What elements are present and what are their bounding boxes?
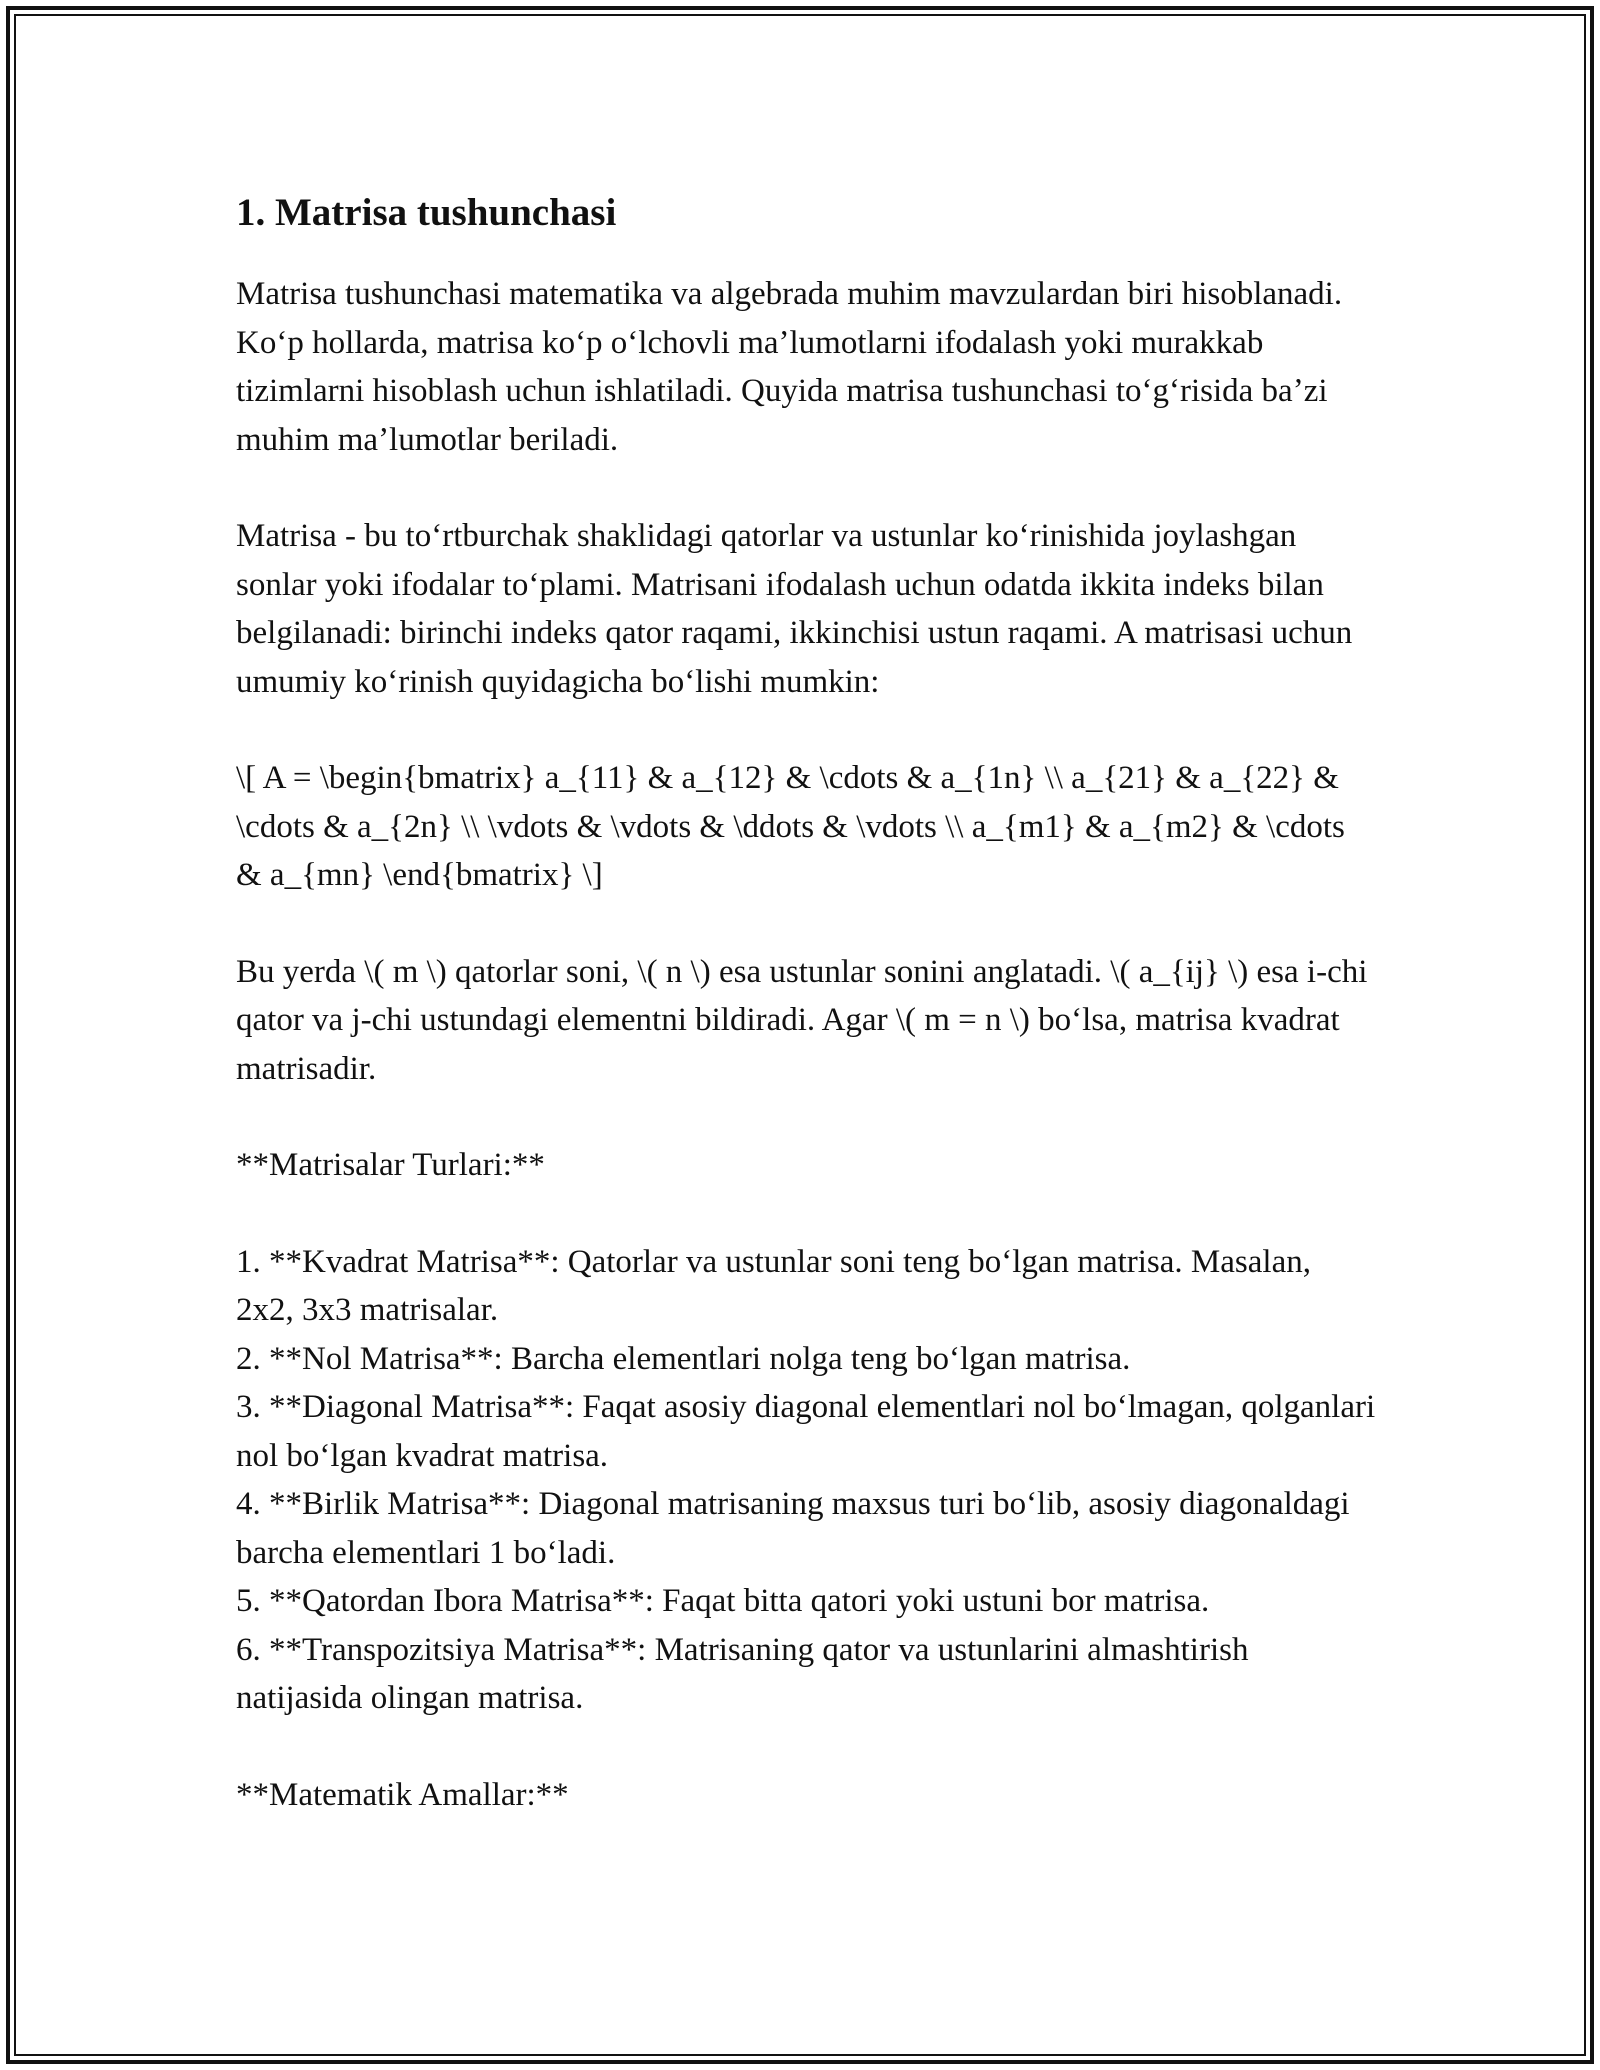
definition-paragraph: Matrisa - bu toʻrtburchak shaklidagi qatorlar va ustunlar koʻrinishida joylashgan sonlar yoki ifodalar toʻplami. Matrisani ifodalash uchun odatda ikkita indeks bilan belgilanadi: birinchi indeks qator raqami, ikkinchisi ustun raqami. A matrisasi uchun umumiy koʻrinish quyidagicha boʻlishi mumkin: bbox=[236, 518, 1353, 700]
section-heading: 1. Matrisa tushunchasi bbox=[236, 191, 617, 234]
list-item: 6. **Transpozitsiya Matrisa**: Matrisaning qator va ustunlarini almashtirish natijasida olingan matrisa. bbox=[236, 1631, 1249, 1716]
document-body bbox=[236, 186, 1376, 1867]
list-item: 2. **Nol Matrisa**: Barcha elementlari nolga teng boʻlgan matrisa. bbox=[236, 1340, 1131, 1377]
intro-paragraph: Matrisa tushunchasi matematika va algebrada muhim mavzulardan biri hisoblanadi. Koʻp hollarda, matrisa koʻp oʻlchovli maʼlumotlarni ifodalash yoki murakkab tizimlarni hisoblash uchun ishlatiladi. Quyida matrisa tushunchasi toʻgʻrisida baʼzi muhim maʼlumotlar beriladi. bbox=[236, 276, 1343, 458]
list-item: 4. **Birlik Matrisa**: Diagonal matrisaning maxsus turi boʻlib, asosiy diagonaldagi barcha elementlari 1 boʻladi. bbox=[236, 1486, 1350, 1571]
list-item: 3. **Diagonal Matrisa**: Faqat asosiy diagonal elementlari nol boʻlmagan, qolganlari nol boʻlgan kvadrat matrisa. bbox=[236, 1389, 1376, 1474]
explanation-paragraph: Bu yerda \( m \) qatorlar soni, \( n \) esa ustunlar sonini anglatadi. \( a_{ij} \) esa i-chi qator va j-chi ustundagi elementni bildiradi. Agar \( m = n \) boʻlsa, matrisa kvadrat matrisadir. bbox=[236, 953, 1368, 1087]
list-item: 1. **Kvadrat Matrisa**: Qatorlar va ustunlar soni teng boʻlgan matrisa. Masalan, 2x2, 3x3 matrisalar. bbox=[236, 1243, 1311, 1328]
list-item: 5. **Qatordan Ibora Matrisa**: Faqat bitta qatori yoki ustuni bor matrisa. bbox=[236, 1583, 1210, 1619]
types-heading: **Matrisalar Turlari:** bbox=[236, 1147, 545, 1183]
matrix-types-list bbox=[236, 1238, 1376, 1723]
matrix-formula: \[ A = \begin{bmatrix} a_{11} & a_{12} & \cdots & a_{1n} \\ a_{21} & a_{22} & \cdots & a_{2n} \\ \vdots & \vdots & \ddots & \vdots \\ a_{m1} & a_{m2} & \cdots & a_{mn} \end{bmatrix} \] bbox=[236, 760, 1345, 893]
operations-heading: **Matematik Amallar:** bbox=[236, 1776, 569, 1813]
